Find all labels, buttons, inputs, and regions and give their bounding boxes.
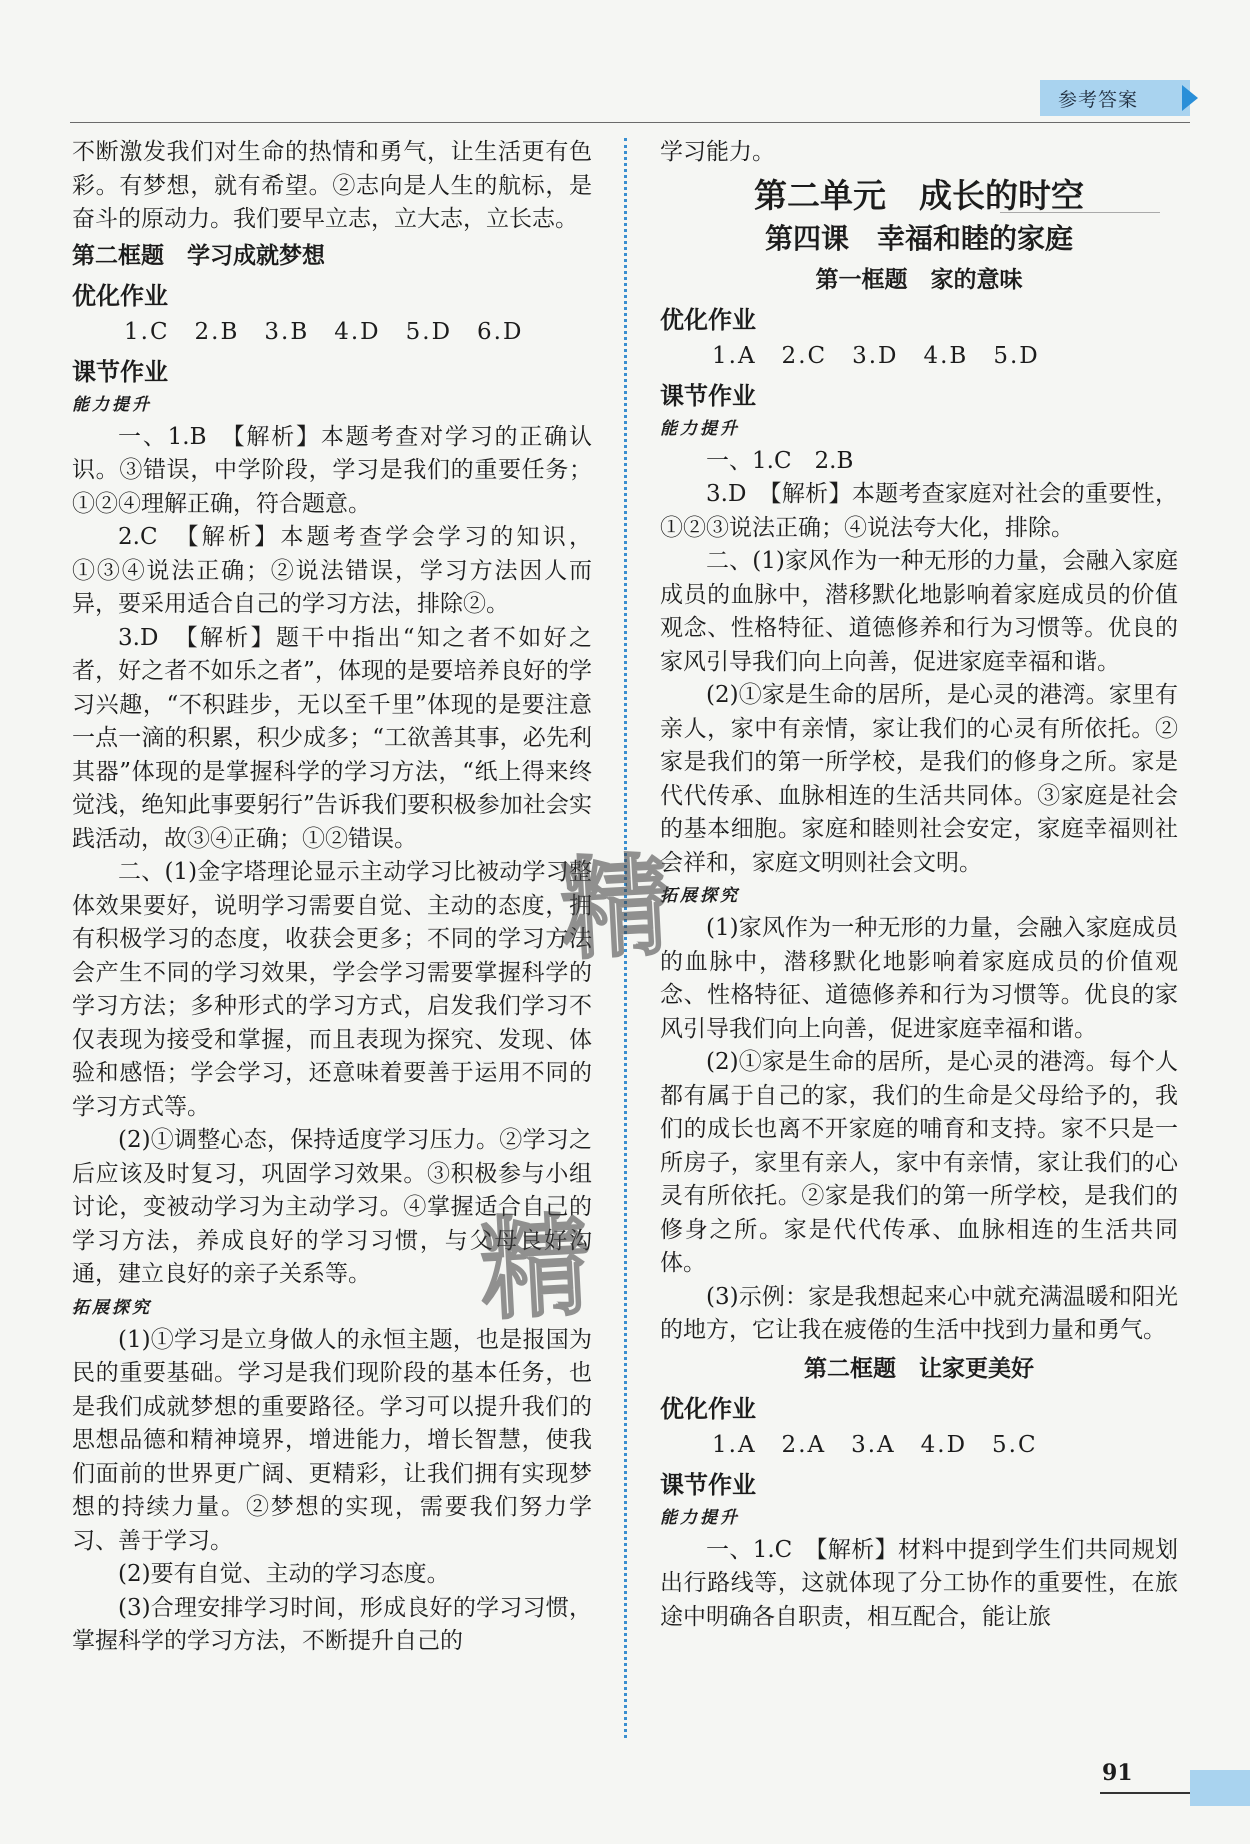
subsection-heading: 拓展探究	[72, 1297, 152, 1318]
frame-title: 第一框题 家的意味	[815, 265, 1023, 293]
subsection-heading: 能力提升	[72, 394, 152, 415]
answer-paragraph: (2)①调整心态，保持适度学习压力。②学习之后应该及时复习，巩固学习效果。③积极参与小组讨论，变被动学习为主动学习。④掌握适合自己的学习方法，养成良好的学习习惯，与父母良好沟通，建立良好的亲子关系等。	[72, 1127, 592, 1287]
answer-paragraph: 一、1.C 2.B	[706, 447, 854, 474]
subsection-heading: 能力提升	[660, 1507, 740, 1528]
paragraph: 学习能力。	[660, 139, 775, 165]
header-tab-label: 参考答案	[1058, 88, 1139, 111]
section-heading: 课节作业	[660, 381, 756, 410]
answer-paragraph: 二、(1)家风作为一种无形的力量，会融入家庭成员的血脉中，潜移默化地影响着家庭成员的价值观念、性格特征、道德修养和行为习惯等。优良的家风引导我们向上向善，促进家庭幸福和谐。	[660, 548, 1178, 675]
answer-paragraph: (3)示例：家是我想起来心中就充满温暖和阳光的地方，它让我在疲倦的生活中找到力量和勇气。	[660, 1283, 1178, 1343]
answer-paragraph: (2)①家是生命的居所，是心灵的港湾。家里有亲人，家中有亲情，家让我们的心灵有所依托。②家是我们的第一所学校，是我们的修身之所。家是代代传承、血脉相连的生活共同体。③家庭是社会的基本细胞。家庭和睦则社会安定，家庭幸福则社会祥和，家庭文明则社会文明。	[660, 682, 1178, 876]
watermark: 精	[557, 841, 680, 975]
paragraph: 不断激发我们对生命的热情和勇气，让生活更有色彩。有梦想，就有希望。②志向是人生的航标，是奋斗的原动力。我们要早立志，立大志，立长志。	[72, 139, 592, 232]
answer-paragraph: (3)合理安排学习时间，形成良好的学习习惯，掌握科学的学习方法，不断提升自己的	[72, 1594, 592, 1654]
answer-paragraph: 2.C 【解析】本题考查学会学习的知识，①③④说法正确；②说法错误，学习方法因人而异，要采用适合自己的学习方法，排除②。	[72, 524, 592, 617]
subsection-heading: 拓展探究	[660, 886, 740, 906]
watermark: 精	[477, 1201, 600, 1335]
section-heading: 优化作业	[660, 305, 756, 334]
answer-paragraph: (1)家风作为一种无形的力量，会融入家庭成员的血脉中，潜移默化地影响着家庭成员的价值观念、性格特征、道德修养和行为习惯等。优良的家风引导我们向上向善，促进家庭幸福和谐。	[660, 915, 1178, 1042]
answer-list: 1.A 2.A 3.A 4.D 5.C	[712, 1431, 1038, 1458]
footer-rule	[1100, 1792, 1190, 1794]
section-heading: 优化作业	[72, 281, 168, 310]
answer-paragraph: (2)要有自觉、主动的学习态度。	[118, 1561, 450, 1587]
left-column	[72, 136, 592, 1659]
section-heading: 课节作业	[72, 357, 168, 386]
answer-list: 1.A 2.C 3.D 4.B 5.D	[712, 342, 1040, 369]
header-rule	[70, 122, 1190, 123]
frame-title: 第二框题 学习成就梦想	[72, 241, 325, 269]
page-number: 91	[1102, 1760, 1133, 1786]
answer-paragraph: 一、1.C 【解析】材料中提到学生们共同规划出行路线等，这就体现了分工协作的重要性，在旅途中明确各自职责，相互配合，能让旅	[660, 1536, 1178, 1630]
triangle-arrow-icon	[1182, 85, 1198, 111]
footer-tab	[1190, 1770, 1250, 1806]
right-column	[660, 136, 1178, 1634]
header-tab	[1040, 80, 1190, 116]
answer-paragraph: 一、1.B 【解析】本题考查对学习的正确认识。③错误，中学阶段，学习是我们的重要任务；①②④理解正确，符合题意。	[72, 423, 592, 517]
answer-paragraph: 3.D 【解析】题干中指出“知之者不如好之者，好之者不如乐之者”，体现的是要培养良好的学习兴趣，“不积跬步，无以至千里”体现的是要注意一点一滴的积累，积少成多；“工欲善其事，必先利其器”体现的是掌握科学的学习方法，“纸上得来终觉浅，绝知此事要躬行”告诉我们要积极参加社会实践活动，故③④正确；①②错误。	[72, 624, 592, 852]
section-heading: 优化作业	[660, 1394, 756, 1423]
answer-paragraph: (2)①家是生命的居所，是心灵的港湾。每个人都有属于自己的家，我们的生命是父母给予的，我们的成长也离不开家庭的哺育和支持。家不只是一所房子，家里有亲人，家中有亲情，家让我们的心灵有所依托。②家是我们的第一所学校，是我们的修身之所。家是代代传承、血脉相连的生活共同体。	[660, 1049, 1178, 1276]
answer-list: 1.C 2.B 3.B 4.D 5.D 6.D	[124, 318, 524, 345]
answer-paragraph: 二、(1)金字塔理论显示主动学习比被动学习整体效果要好，说明学习需要自觉、主动的态度，拥有积极学习的态度，收获会更多；不同的学习方法会产生不同的学习效果，学会学习需要掌握科学的学习方法；多种形式的学习方式，启发我们学习不仅表现为接受和掌握，而且表现为探究、发现、体验和感悟；学会学习，还意味着要善于运用不同的学习方式等。	[72, 859, 592, 1120]
answer-paragraph: (1)①学习是立身做人的永恒主题，也是报国为民的重要基础。学习是我们现阶段的基本任务，也是我们成就梦想的重要路径。学习可以提升我们的思想品德和精神境界，增进能力，增长智慧，使我们面前的世界更广阔、更精彩，让我们拥有实现梦想的持续力量。②梦想的实现，需要我们努力学习、善于学习。	[72, 1326, 592, 1554]
unit-title: 第二单元 成长的时空	[754, 175, 1084, 215]
answer-paragraph: 3.D 【解析】本题考查家庭对社会的重要性，①②③说法正确；④说法夸大化，排除。	[660, 481, 1178, 541]
frame-title: 第二框题 让家更美好	[804, 1354, 1034, 1382]
section-heading: 课节作业	[660, 1470, 756, 1499]
lesson-title: 第四课 幸福和睦的家庭	[764, 221, 1073, 255]
subsection-heading: 能力提升	[660, 418, 740, 439]
